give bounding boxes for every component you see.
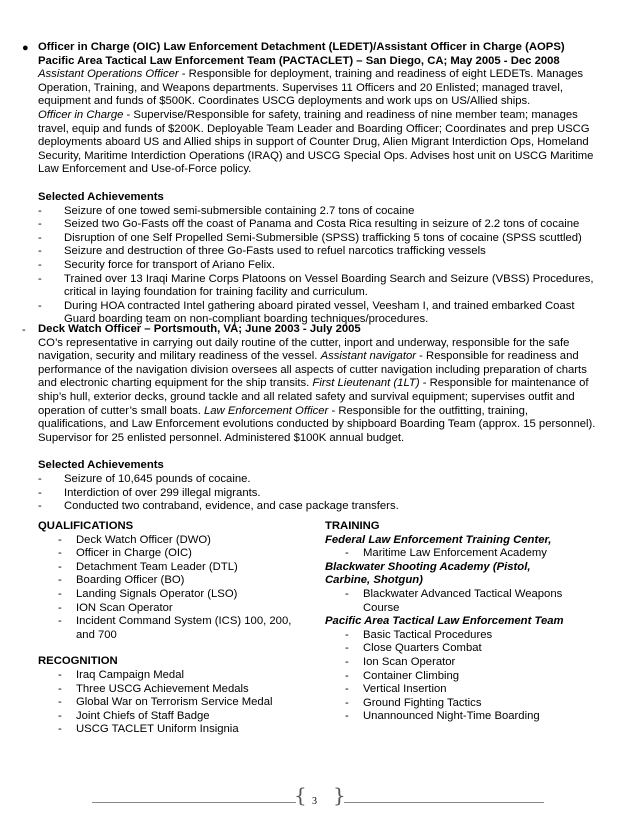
job1-section — [38, 41, 598, 327]
list-item: - Ion Scan Operator — [325, 656, 590, 670]
job1-achievements-list — [38, 205, 598, 327]
training-group-name: Pacific Area Tactical Law Enforcement Team — [325, 615, 564, 628]
job1-role2 — [38, 109, 598, 177]
recognition-list — [38, 669, 308, 737]
list-item: - ION Scan Operator — [38, 602, 308, 616]
list-item: - Seizure of one towed semi-submersible containing 2.7 tons of cocaine — [38, 205, 598, 219]
list-item: - Basic Tactical Procedures — [325, 629, 590, 643]
list-item: - Incident Command System (ICS) 100, 200, and 700 — [38, 615, 301, 642]
footer-brace-left: { — [294, 783, 307, 807]
job1-title-line2: Pacific Area Tactical Law Enforcement Team (PACTACLET) – San Diego, CA; May 2005 - Dec 2008 — [38, 54, 560, 67]
list-item: - Seizure and destruction of three Go-Fasts used to refuel narcotics trafficking vessels — [38, 245, 598, 259]
qualifications-section — [38, 520, 308, 737]
list-item: - Container Climbing — [325, 670, 590, 684]
job2-text-b: - Responsible for readiness and performance of the navigation division oversees all aspects of cutter navigation including preparation of charts and electronic charting equipment for the ship transits. — [38, 350, 587, 390]
list-item: - Security force for transport of Ariano Felix. — [38, 259, 598, 273]
job2-description — [38, 337, 598, 446]
job2-role-c: Law Enforcement Officer — [203, 404, 329, 417]
job2-title: Deck Watch Officer – Portsmouth, VA; June 2003 - July 2005 — [38, 323, 361, 335]
job2-text-c: - Responsible for maintenance of ship’s hull, exterior decks, ground tackle and all related safety and survival equipment; supervises outfit and operation of cutter’s small boats. — [38, 377, 589, 417]
job1-title-line1: Officer in Charge (OIC) Law Enforcement Detachment (LEDET)/Assistant Officer in Charge (AOPS) — [38, 41, 565, 53]
training-section — [325, 520, 590, 724]
list-item: - Three USCG Achievement Medals — [38, 683, 308, 697]
job2-achievements-list — [38, 473, 598, 514]
job1-role1-title: Assistant Operations Officer — [38, 68, 179, 81]
job2-text-d: - Responsible for the outfitting, training, qualifications, and Law Enforcement evolutions conducted by shipboard Boarding Team (approx. 15 personnel). Supervisor for 25 enlisted personnel. Administered $100K annual budget. — [38, 404, 596, 444]
job1-role2-text: - Supervise/Responsible for safety, training and readiness of nine member team; manages travel, equip and funds of $200K. Deployable Team Leader and Boarding Officer; Coordinates and prep USCG deployments aboard US and Allied ships in support of Counter Drug, Alien Migrant Interdiction Ops, Homeland Security, Maritime Interdiction Operations (IRAQ) and USCG Special Ops. Advises host unit on USCG Maritime Law Enforcement and Use-of-Force policy. — [38, 108, 594, 176]
job2-dash-marker: - — [22, 324, 26, 336]
list-item: - USCG TACLET Uniform Insignia — [38, 723, 308, 737]
list-item: - Ground Fighting Tactics — [325, 697, 590, 711]
job1-achievements-heading: Selected Achievements — [38, 190, 164, 203]
list-item: - Iraq Campaign Medal — [38, 669, 308, 683]
list-item: - Conducted two contraband, evidence, and case package transfers. — [38, 500, 598, 514]
list-item: - Maritime Law Enforcement Academy — [325, 547, 590, 561]
page-number: 3 — [312, 796, 317, 807]
list-item: - Officer in Charge (OIC) — [38, 547, 308, 561]
job1-role1-text: - Responsible for deployment, training and readiness of eight LEDETs. Manages Operation, Training, and Weapons departments. Supervises 11 Officers and 20 Enlisted; managed travel, equipment and funds of $500K. Coordinates USCG deployments and work ups on US/Allied ships. — [38, 68, 584, 108]
list-item: - Disruption of one Self Propelled Semi-Submersible (SPSS) trafficking 5 tons of cocaine (SPSS scuttled) — [38, 232, 598, 246]
list-item: - Landing Signals Operator (LSO) — [38, 588, 308, 602]
qualifications-list — [38, 534, 308, 643]
list-item: - Vertical Insertion — [325, 683, 590, 697]
list-item: - Deck Watch Officer (DWO) — [38, 534, 308, 548]
job2-achievements-heading: Selected Achievements — [38, 459, 164, 472]
list-item: - Unannounced Night-Time Boarding — [325, 710, 590, 724]
list-item: - Interdiction of over 299 illegal migrants. — [38, 487, 598, 501]
job2-text-a: CO’s representative in carrying out daily routine of the cutter, inport and underway, responsible for the safe navigation, security and military readiness of the vessel. — [38, 336, 570, 363]
job2-section — [38, 323, 598, 514]
training-heading: TRAINING — [325, 520, 380, 532]
job1-role1 — [38, 68, 598, 109]
list-item: - Trained over 13 Iraqi Marine Corps Platoons on Vessel Boarding Search and Seizure (VBSS) Procedures, critical in laying foundation for training facility and curriculum. — [38, 273, 598, 300]
list-item: - Close Quarters Combat — [325, 642, 590, 656]
job1-role2-title: Officer in Charge — [38, 108, 124, 121]
list-item: - Seized two Go-Fasts off the coast of Panama and Costa Rica resulting in seizure of 2.2 tons of cocaine — [38, 218, 598, 232]
training-group-name: Blackwater Shooting Academy (Pistol, Carbine, Shotgun) — [325, 560, 531, 587]
training-group-list — [325, 629, 590, 724]
list-item: - Joint Chiefs of Staff Badge — [38, 710, 308, 724]
training-group-name: Federal Law Enforcement Training Center, — [325, 533, 552, 546]
list-item: - Boarding Officer (BO) — [38, 574, 308, 588]
list-item: - Blackwater Advanced Tactical Weapons Course — [325, 588, 563, 615]
training-group-list — [325, 588, 590, 615]
footer-rule-left — [92, 802, 296, 803]
list-item: - During HOA contracted Intel gathering aboard pirated vessel, Veesham I, and trained embarked Coast Guard boarding team on non-compliant boarding techniques/procedures. — [38, 300, 598, 327]
list-item: - Detachment Team Leader (DTL) — [38, 561, 308, 575]
qualifications-heading: QUALIFICATIONS — [38, 520, 134, 532]
list-item: - Global War on Terrorism Service Medal — [38, 696, 308, 710]
footer-rule-right — [344, 802, 544, 803]
footer-brace-right: } — [333, 783, 346, 807]
list-item: - Seizure of 10,645 pounds of cocaine. — [38, 473, 598, 487]
job2-role-a: Assistant navigator — [320, 350, 417, 363]
recognition-heading: RECOGNITION — [38, 655, 118, 668]
training-group-list — [325, 547, 590, 561]
bullet-icon: ● — [22, 42, 29, 54]
job2-role-b: First Lieutenant (1LT) — [312, 377, 420, 390]
